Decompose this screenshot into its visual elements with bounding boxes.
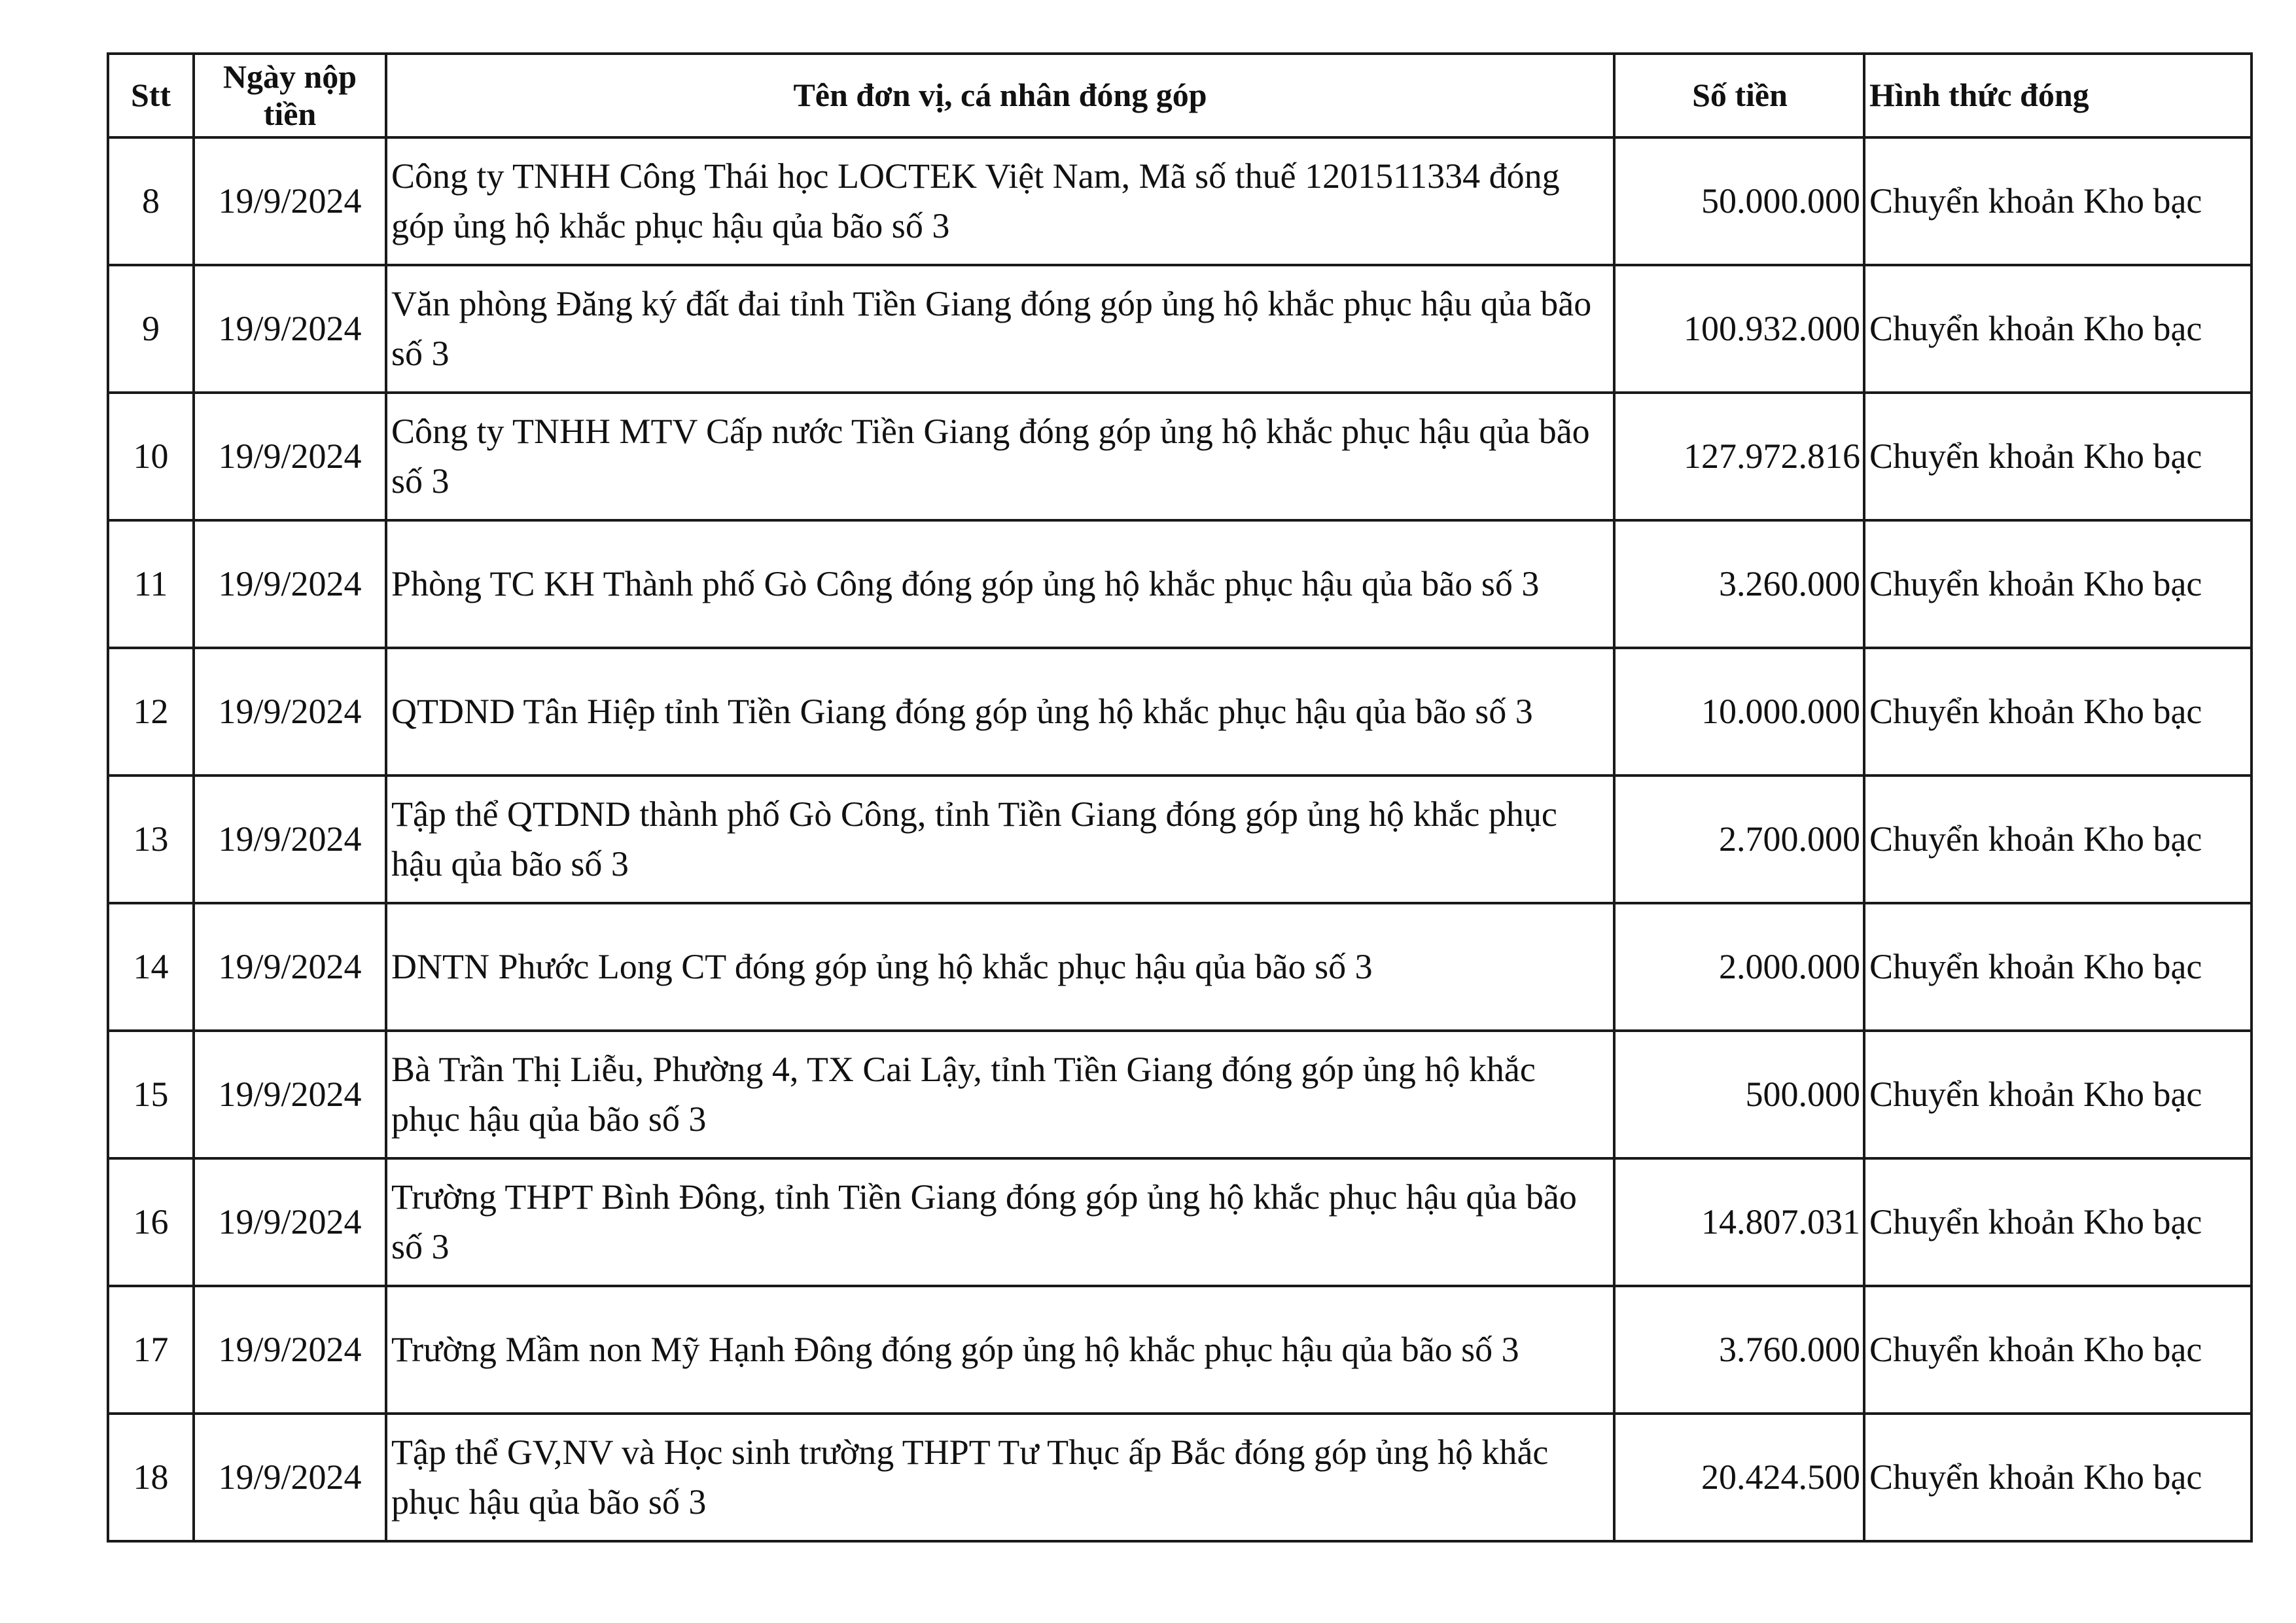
table-row bbox=[108, 1158, 2252, 1286]
cell-stt: 13 bbox=[108, 776, 194, 903]
cell-name: Phòng TC KH Thành phố Gò Công đóng góp ủng hộ khắc phục hậu qủa bão số 3 bbox=[386, 520, 1614, 648]
cell-amount: 14.807.031 bbox=[1614, 1158, 1864, 1286]
cell-stt: 18 bbox=[108, 1414, 194, 1541]
cell-amount: 20.424.500 bbox=[1614, 1414, 1864, 1541]
cell-stt: 12 bbox=[108, 648, 194, 776]
header-stt: Stt bbox=[108, 54, 194, 137]
cell-method: Chuyển khoản Kho bạc bbox=[1864, 265, 2252, 393]
cell-amount: 2.000.000 bbox=[1614, 903, 1864, 1031]
cell-method: Chuyển khoản Kho bạc bbox=[1864, 393, 2252, 520]
cell-name: Trường THPT Bình Đông, tỉnh Tiền Giang đóng góp ủng hộ khắc phục hậu qủa bão số 3 bbox=[386, 1158, 1614, 1286]
table-row bbox=[108, 776, 2252, 903]
cell-stt: 9 bbox=[108, 265, 194, 393]
cell-name: Văn phòng Đăng ký đất đai tỉnh Tiền Giang đóng góp ủng hộ khắc phục hậu qủa bão số 3 bbox=[386, 265, 1614, 393]
cell-amount: 10.000.000 bbox=[1614, 648, 1864, 776]
cell-stt: 10 bbox=[108, 393, 194, 520]
table-row bbox=[108, 1286, 2252, 1414]
cell-stt: 8 bbox=[108, 137, 194, 265]
table-row bbox=[108, 903, 2252, 1031]
cell-date: 19/9/2024 bbox=[194, 1414, 386, 1541]
cell-method: Chuyển khoản Kho bạc bbox=[1864, 520, 2252, 648]
cell-date: 19/9/2024 bbox=[194, 776, 386, 903]
cell-amount: 50.000.000 bbox=[1614, 137, 1864, 265]
table-row bbox=[108, 648, 2252, 776]
cell-name: DNTN Phước Long CT đóng góp ủng hộ khắc phục hậu qủa bão số 3 bbox=[386, 903, 1614, 1031]
table-row bbox=[108, 265, 2252, 393]
table-row bbox=[108, 1414, 2252, 1541]
table-header-row bbox=[108, 54, 2252, 137]
table-row bbox=[108, 137, 2252, 265]
cell-amount: 100.932.000 bbox=[1614, 265, 1864, 393]
cell-date: 19/9/2024 bbox=[194, 393, 386, 520]
cell-amount: 3.260.000 bbox=[1614, 520, 1864, 648]
cell-date: 19/9/2024 bbox=[194, 648, 386, 776]
cell-method: Chuyển khoản Kho bạc bbox=[1864, 137, 2252, 265]
header-name: Tên đơn vị, cá nhân đóng góp bbox=[386, 54, 1614, 137]
header-date: Ngày nộp tiền bbox=[194, 54, 386, 137]
cell-name: QTDND Tân Hiệp tỉnh Tiền Giang đóng góp ủng hộ khắc phục hậu qủa bão số 3 bbox=[386, 648, 1614, 776]
header-method: Hình thức đóng bbox=[1864, 54, 2252, 137]
table-row bbox=[108, 520, 2252, 648]
cell-name: Công ty TNHH Công Thái học LOCTEK Việt Nam, Mã số thuế 1201511334 đóng góp ủng hộ khắc phục hậu qủa bão số 3 bbox=[386, 137, 1614, 265]
cell-date: 19/9/2024 bbox=[194, 137, 386, 265]
cell-name: Tập thể QTDND thành phố Gò Công, tỉnh Tiền Giang đóng góp ủng hộ khắc phục hậu qủa bão số 3 bbox=[386, 776, 1614, 903]
cell-method: Chuyển khoản Kho bạc bbox=[1864, 1158, 2252, 1286]
cell-method: Chuyển khoản Kho bạc bbox=[1864, 776, 2252, 903]
cell-method: Chuyển khoản Kho bạc bbox=[1864, 1031, 2252, 1158]
cell-stt: 17 bbox=[108, 1286, 194, 1414]
cell-amount: 500.000 bbox=[1614, 1031, 1864, 1158]
cell-date: 19/9/2024 bbox=[194, 265, 386, 393]
table-row bbox=[108, 1031, 2252, 1158]
cell-date: 19/9/2024 bbox=[194, 1031, 386, 1158]
cell-name: Tập thể GV,NV và Học sinh trường THPT Tư Thục ấp Bắc đóng góp ủng hộ khắc phục hậu qủa bão số 3 bbox=[386, 1414, 1614, 1541]
cell-amount: 2.700.000 bbox=[1614, 776, 1864, 903]
cell-name: Công ty TNHH MTV Cấp nước Tiền Giang đóng góp ủng hộ khắc phục hậu qủa bão số 3 bbox=[386, 393, 1614, 520]
contribution-table bbox=[107, 52, 2253, 1543]
cell-date: 19/9/2024 bbox=[194, 1286, 386, 1414]
cell-date: 19/9/2024 bbox=[194, 903, 386, 1031]
cell-method: Chuyển khoản Kho bạc bbox=[1864, 903, 2252, 1031]
cell-stt: 15 bbox=[108, 1031, 194, 1158]
cell-stt: 11 bbox=[108, 520, 194, 648]
cell-name: Bà Trần Thị Liễu, Phường 4, TX Cai Lậy, tỉnh Tiền Giang đóng góp ủng hộ khắc phục hậu qủa bão số 3 bbox=[386, 1031, 1614, 1158]
cell-date: 19/9/2024 bbox=[194, 520, 386, 648]
cell-amount: 127.972.816 bbox=[1614, 393, 1864, 520]
cell-name: Trường Mầm non Mỹ Hạnh Đông đóng góp ủng hộ khắc phục hậu qủa bão số 3 bbox=[386, 1286, 1614, 1414]
cell-stt: 16 bbox=[108, 1158, 194, 1286]
cell-method: Chuyển khoản Kho bạc bbox=[1864, 1414, 2252, 1541]
cell-stt: 14 bbox=[108, 903, 194, 1031]
header-amount: Số tiền bbox=[1614, 54, 1864, 137]
cell-amount: 3.760.000 bbox=[1614, 1286, 1864, 1414]
cell-method: Chuyển khoản Kho bạc bbox=[1864, 1286, 2252, 1414]
table-row bbox=[108, 393, 2252, 520]
cell-method: Chuyển khoản Kho bạc bbox=[1864, 648, 2252, 776]
cell-date: 19/9/2024 bbox=[194, 1158, 386, 1286]
